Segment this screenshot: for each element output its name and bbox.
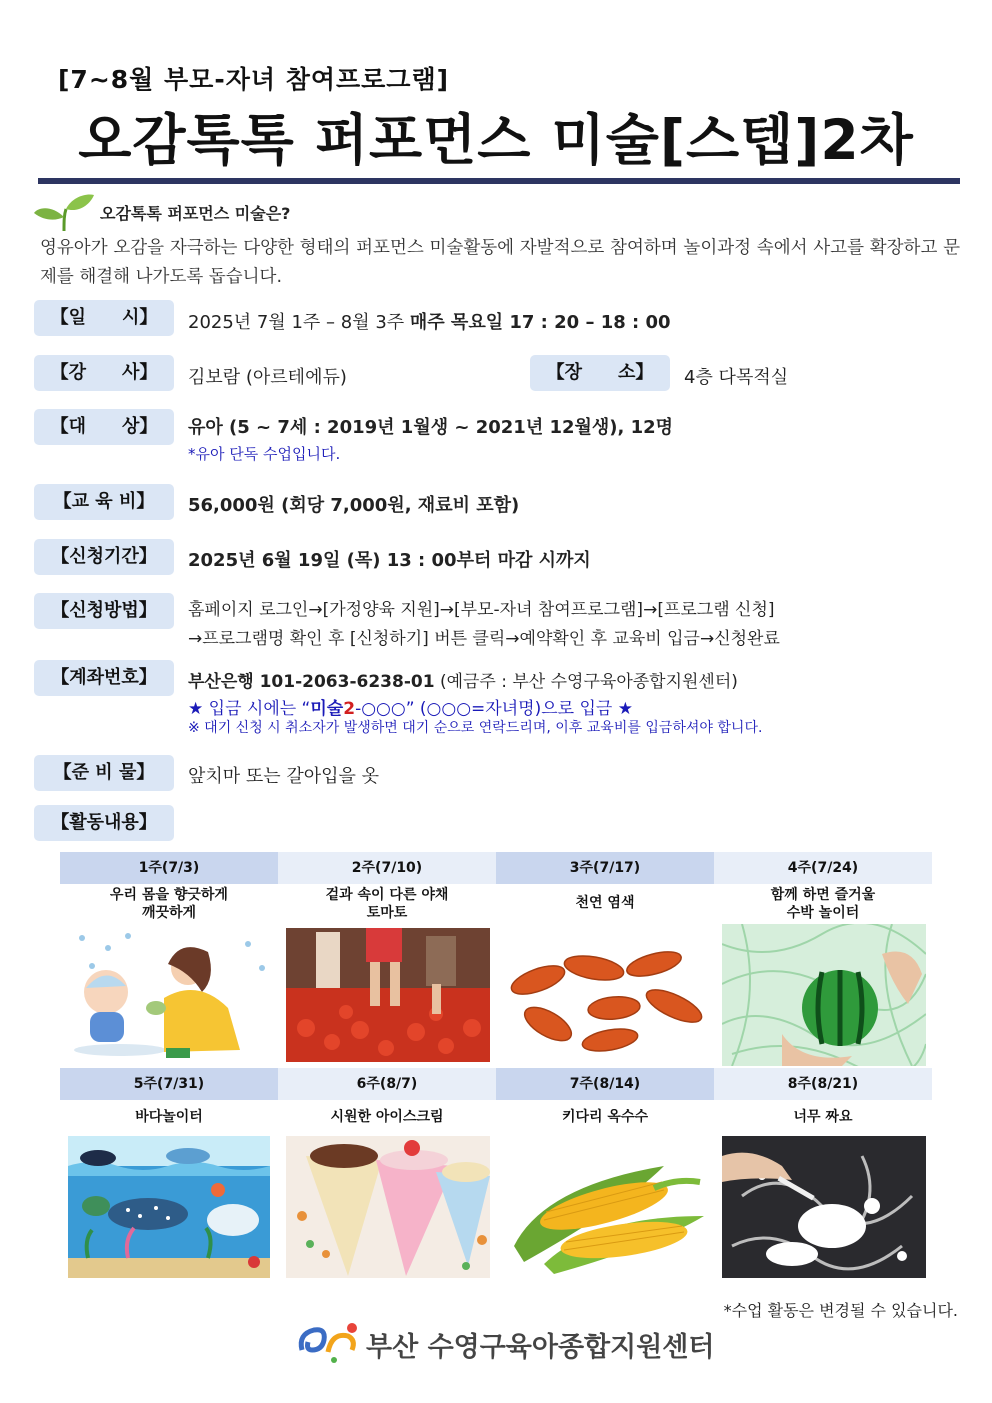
activity-title: 키다리 옥수수: [561, 1109, 649, 1125]
deposit-instruction: [188, 694, 633, 719]
place-value: 4층 다목적실: [684, 367, 789, 388]
activity-title: 너무 짜요: [793, 1109, 853, 1125]
activity-title: 우리 몸을 향긋하게 깨끗하게: [110, 887, 228, 921]
sprout-icon: [32, 191, 96, 233]
title-divider: [38, 178, 960, 184]
account-value: [188, 667, 738, 692]
week-header: 4주(7/24): [714, 852, 932, 884]
account-label: 【계좌번호】: [34, 660, 174, 696]
fee-label: 【교 육 비】: [34, 484, 174, 520]
instructor-value: 김보람 (아르테에듀): [188, 367, 347, 388]
period-label: 【신청기간】: [34, 539, 174, 575]
intro-description: 영유아가 오감을 자극하는 다양한 형태의 퍼포먼스 미술활동에 자발적으로 참여하며 놀이과정 속에서 사고를 확장하고 문제를 해결해 나가도록 돕습니다.: [40, 238, 960, 287]
supplies-value: 앞치마 또는 갈아입을 옷: [188, 766, 380, 787]
week-header: 2주(7/10): [278, 852, 496, 884]
supplies-label: 【준 비 물】: [34, 755, 174, 791]
week-header: 1주(7/3): [60, 852, 278, 884]
week-header: 6주(8/7): [278, 1068, 496, 1100]
schedule-label: 【일 시】: [34, 300, 174, 336]
schedule-dates: 2025년 7월 1주 – 8월 3주: [188, 312, 410, 333]
child-washing-illustration: [68, 928, 272, 1062]
account-number: 부산은행 101-2063-6238-01: [188, 672, 435, 692]
waitlist-note: ※ 대기 신청 시 취소자가 발생하면 대기 순으로 연락드리며, 이후 교육비를 입금하셔야 합니다.: [188, 720, 763, 736]
schedule-change-note: *수업 활동은 변경될 수 있습니다.: [723, 1301, 958, 1320]
target-value: 유아 (5 ~ 7세 : 2019년 1월생 ~ 2021년 12월생), 12명: [188, 417, 674, 438]
activity-title: 바다놀이터: [135, 1109, 203, 1125]
activities-label: 【활동내용】: [34, 805, 174, 841]
center-logo-icon: [296, 1320, 360, 1364]
instructor-label: 【강 사】: [34, 355, 174, 391]
schedule-time: 매주 목요일 17 : 20 – 18 : 00: [409, 312, 671, 333]
watermelon-ball-photo: [722, 924, 926, 1066]
week-header: 7주(8/14): [496, 1068, 714, 1100]
period-value: 2025년 6월 19일 (목) 13 : 00부터 마감 시까지: [188, 550, 591, 571]
deposit-post: -○○○” (○○○=자녀명)으로 입금 ★: [355, 699, 633, 719]
program-subtitle: [7~8월 부모-자녀 참여프로그램]: [58, 65, 450, 94]
tomato-stomping-photo: [286, 928, 490, 1062]
intro-question: 오감톡톡 퍼포먼스 미술은?: [100, 204, 291, 223]
week-header: 8주(8/21): [714, 1068, 932, 1100]
fee-value: 56,000원 (회당 7,000원, 재료비 포함): [188, 495, 520, 516]
center-name: 부산 수영구육아종합지원센터: [366, 1332, 715, 1363]
schedule-value: [188, 308, 671, 334]
activity-title: 겉과 속이 다른 야채 토마토: [325, 887, 449, 921]
activity-title: 시원한 아이스크림: [330, 1109, 444, 1125]
ice-cream-craft-photo: [286, 1136, 490, 1278]
method-line1: 홈페이지 로그인→[가정양육 지원]→[부모-자녀 참여프로그램]→[프로그램 신청]: [188, 600, 775, 620]
page-title: 오감톡톡 퍼포먼스 미술[스텝]2차: [78, 108, 914, 172]
place-label: 【장 소】: [530, 355, 670, 391]
activity-title: 천연 염색: [575, 895, 635, 911]
ocean-illustration: [68, 1136, 270, 1278]
method-label: 【신청방법】: [34, 593, 174, 629]
target-label: 【대 상】: [34, 409, 174, 445]
deposit-code-word: 미술: [310, 699, 344, 719]
gardenia-pods-photo: [504, 928, 708, 1062]
corn-photo: [504, 1136, 708, 1278]
week-header: 3주(7/17): [496, 852, 714, 884]
deposit-pre: ★ 입금 시에는 “: [188, 699, 311, 719]
activity-title: 함께 하면 즐거울 수박 놀이터: [770, 887, 876, 921]
method-line2: →프로그램명 확인 후 [신청하기] 버튼 클릭→예약확인 후 교육비 입금→신청완료: [188, 629, 780, 649]
target-note: *유아 단독 수업입니다.: [188, 445, 341, 463]
week-header: 5주(7/31): [60, 1068, 278, 1100]
deposit-code-number: 2: [343, 699, 356, 719]
account-holder: (예금주 : 부산 수영구육아종합지원센터): [434, 672, 738, 692]
salt-play-photo: [722, 1136, 926, 1278]
